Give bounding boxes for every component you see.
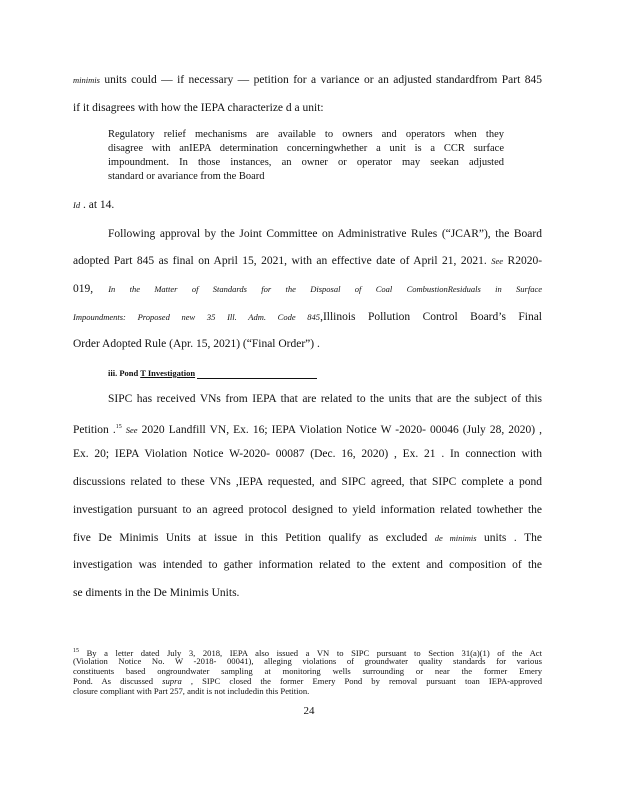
footnote-line: $^{15}$ By a letter dated July 3, 2018, IEPA also issued a VN to SIPC pursuant to Section 31(a)(1) of the Act bbox=[73, 647, 542, 658]
footnote-line: Pond. As discussed supra , SIPC closed the former Emery Pond by removal pursuant toan IEPA-approved bbox=[73, 676, 542, 686]
citation-line: Id . at 14. bbox=[73, 199, 115, 211]
body-line: Petition .$^{15}$ See 2020 Landfill VN, Ex. 16; IEPA Violation Notice W -2020- 00046 (July 28, 2020) , bbox=[73, 423, 543, 436]
body-line: investigation was intended to gather information related to the extent and composition of the bbox=[73, 559, 542, 571]
body-line: if it disagrees with how the IEPA characterize d a unit: bbox=[73, 102, 324, 114]
body-line: SIPC has received VNs from IEPA that are related to the units that are the subject of this bbox=[108, 393, 542, 405]
block-quote-line: standard or avariance from the Board bbox=[108, 171, 265, 182]
body-line: minimis units could — if necessary — petition for a variance or an adjusted standardfrom Part 845 bbox=[73, 74, 542, 86]
body-line: Ex. 20; IEPA Violation Notice W-2020- 00087 (Dec. 16, 2020) , Ex. 21 . In connection with bbox=[73, 448, 542, 460]
body-line: discussions related to these VNs ,IEPA requested, and SIPC agreed, that SIPC complete a pond bbox=[73, 476, 542, 488]
body-line: investigation pursuant to an agreed protocol designed to yield information related towhether the bbox=[73, 504, 542, 516]
footnote-line: constituents based ongroundwater sampling at monitoring wells surrounding or near the former Emery bbox=[73, 666, 542, 676]
footnote-ref: 15 bbox=[115, 424, 122, 430]
block-quote-line: impoundment. In those instances, an owner or operator may seekan adjusted bbox=[108, 157, 504, 168]
block-quote-line: disagree with anIEPA determination concerningwhether a unit is a CCR surface bbox=[108, 143, 504, 154]
body-line: five De Minimis Units at issue in this Petition qualify as excluded de minimis units . The bbox=[73, 532, 542, 544]
body-line: adopted Part 845 as final on April 15, 2021, with an effective date of April 21, 2021. See R2020- bbox=[73, 255, 543, 267]
block-quote-line: Regulatory relief mechanisms are available to owners and operators when they bbox=[108, 129, 504, 140]
footnote-line: (Violation Notice No. W -2018- 00041), alleging violations of groundwater quality standards for various bbox=[73, 656, 542, 666]
body-line: 019, In the Matter of Standards for the Disposal of Coal CombustionResiduals in Surface bbox=[73, 283, 543, 295]
section-heading-title: T Investigation bbox=[140, 368, 196, 378]
body-line: Order Adopted Rule (Apr. 15, 2021) (“Final Order”) . bbox=[73, 338, 320, 350]
page-number: 24 bbox=[303, 705, 315, 717]
heading-underline bbox=[197, 378, 317, 379]
footnote-line: closure compliant with Part 257, andit is not includedin this Petition. bbox=[73, 686, 310, 696]
body-line: Following approval by the Joint Committee on Administrative Rules (“JCAR”), the Board bbox=[108, 228, 542, 240]
body-line: Impoundments: Proposed new 35 Ill. Adm. Code 845,Illinois Pollution Control Board’s Final bbox=[73, 311, 542, 323]
section-heading: iii. Pond T Investigation bbox=[108, 367, 408, 379]
body-line: se diments in the De Minimis Units. bbox=[73, 587, 240, 599]
footnote-number: 15 bbox=[73, 648, 79, 654]
